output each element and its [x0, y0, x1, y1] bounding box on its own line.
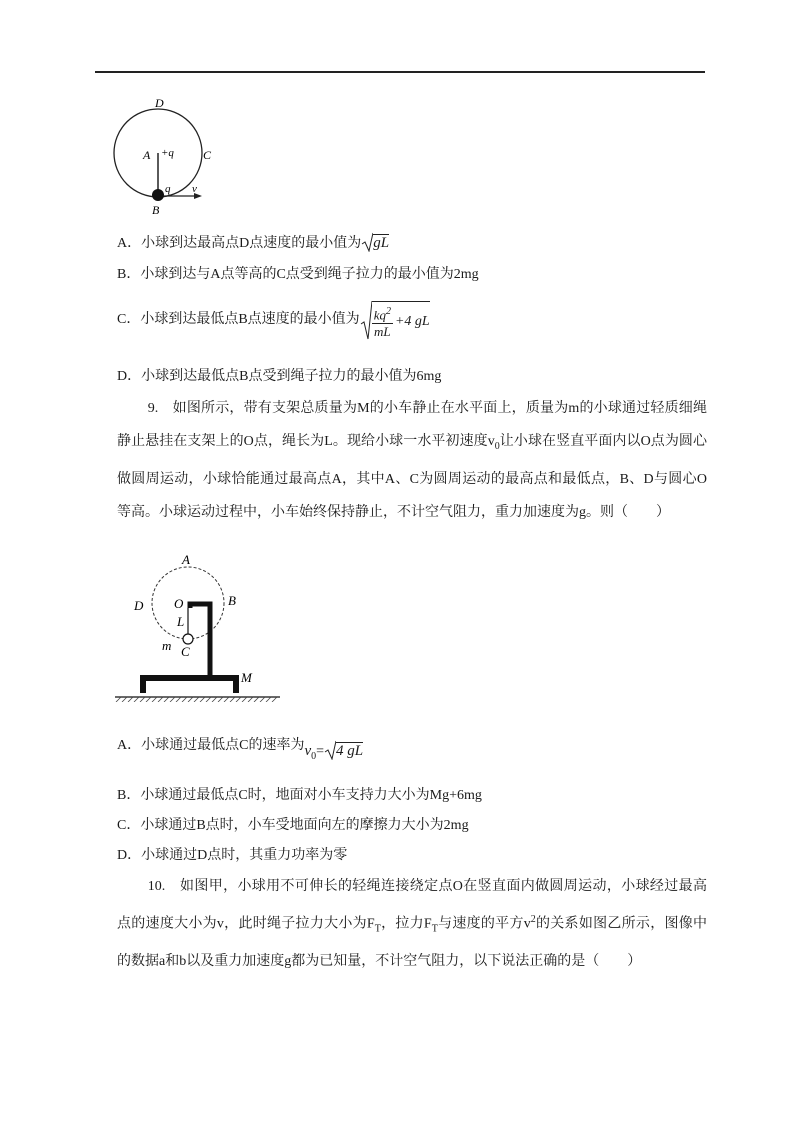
q8-option-c-num-sup: 2 [385, 306, 391, 318]
q9-stem-rest: 让小球在竖直平面内以O点为圆心做圆周运动，小球恰能通过最高点A，其中A、C为圆周运动的最高点和最低点，B、D与圆心O等高。小球运动过程中，小车始终保持静止，不计空气阻力，重力加速度为g。则（ ） [117, 434, 707, 520]
q8-option-a-expr: gL [373, 235, 390, 251]
q9-stem [117, 392, 707, 529]
q9-label-L: L [177, 614, 185, 629]
q9-label-D: D [134, 598, 144, 613]
q10-stem-sub2: T [431, 923, 438, 935]
q10-stem-a: 10. 如图甲，小球用不可伸长的轻绳连接绕定点O在竖直面内做圆周运动，小球经过最高点的速度大小为v，此时绳子拉力大小为F [117, 879, 707, 932]
q9-label-m: m [162, 638, 172, 653]
q8-label-D: D [155, 96, 164, 110]
q10-stem-c: 与速度的平方v [437, 916, 531, 932]
q8-option-a [117, 232, 389, 253]
q9-option-a-v: $v_0$ [304, 743, 317, 762]
q9-option-a-v-sub: 0 [311, 751, 317, 762]
q10-stem-d: 的关系如图乙所示，图像中的数据a和b以及重力加速度g都为已知量，不计空气阻力，以下说法正确的是（ ） [117, 916, 708, 970]
q8-figure [110, 95, 220, 220]
q9-option-a [117, 734, 363, 760]
q10-stem-sub1: T [374, 923, 381, 935]
q9-ball [183, 634, 193, 644]
q9-ground-hatch [116, 697, 277, 702]
q9-label-B: B [228, 593, 236, 608]
q9-label-M: M [241, 670, 252, 685]
q8-label-B: B [152, 203, 160, 217]
q10-stem [117, 870, 707, 978]
q9-option-a-eq: = [316, 744, 325, 759]
q9-label-O: O [174, 596, 184, 611]
q9-option-a-expr: 4 gL [336, 743, 364, 759]
q8-label-C: C [203, 148, 212, 162]
header-rule [95, 71, 705, 73]
q8-option-a-text: A．小球到达最高点D点速度的最小值为 [117, 236, 362, 251]
q8-option-b: B．小球到达与A点等高的C点受到绳子拉力的最小值为2mg [117, 267, 479, 282]
q10-stem-sup: 2 [530, 914, 536, 925]
q9-figure [110, 552, 285, 702]
q10-stem-b: ，拉力F [380, 916, 432, 932]
q8-option-c-tail: +4 gL [394, 313, 430, 329]
q9-option-d: D．小球通过D点时，其重力功率为零 [117, 848, 348, 863]
q8-option-c-num: kq [373, 307, 386, 323]
q8-label-plus-q: +q [161, 147, 174, 159]
q8-label-v: v [192, 183, 197, 195]
sqrt-4gL [324, 740, 363, 761]
q9-label-A: A [182, 552, 190, 567]
q8-label-q: q [165, 183, 171, 195]
q9-option-b: B．小球通过最低点C时，地面对小车支持力大小为Mg+6mg [117, 788, 482, 803]
q8-label-A: A [143, 148, 151, 162]
q9-cart-base [143, 678, 236, 693]
fraction [372, 304, 393, 338]
q9-label-C: C [181, 644, 190, 659]
q9-stem-text: 9. 如图所示，带有支架总质量为M的小车静止在水平面上，质量为m的小球通过轻质细绳静止悬挂在支架上的O点，绳长为L。现给小球一水平初速度v [117, 401, 707, 449]
q8-ball [152, 189, 164, 201]
q8-option-c-den: mL [374, 323, 391, 339]
q9-stem-sub: 0 [494, 440, 500, 452]
q9-option-a-text: A．小球通过最低点C的速率为 [117, 738, 305, 753]
sqrt-expression [360, 300, 430, 340]
q9-option-c: C．小球通过B点时，小车受地面向左的摩擦力大小为2mg [117, 818, 469, 833]
q8-option-c-text: C．小球到达最低点B点速度的最小值为 [117, 312, 360, 327]
q8-option-d: D．小球到达最低点B点受到绳子拉力的最小值为6mg [117, 369, 442, 384]
sqrt-gL [361, 232, 389, 253]
q8-option-c [117, 300, 430, 340]
